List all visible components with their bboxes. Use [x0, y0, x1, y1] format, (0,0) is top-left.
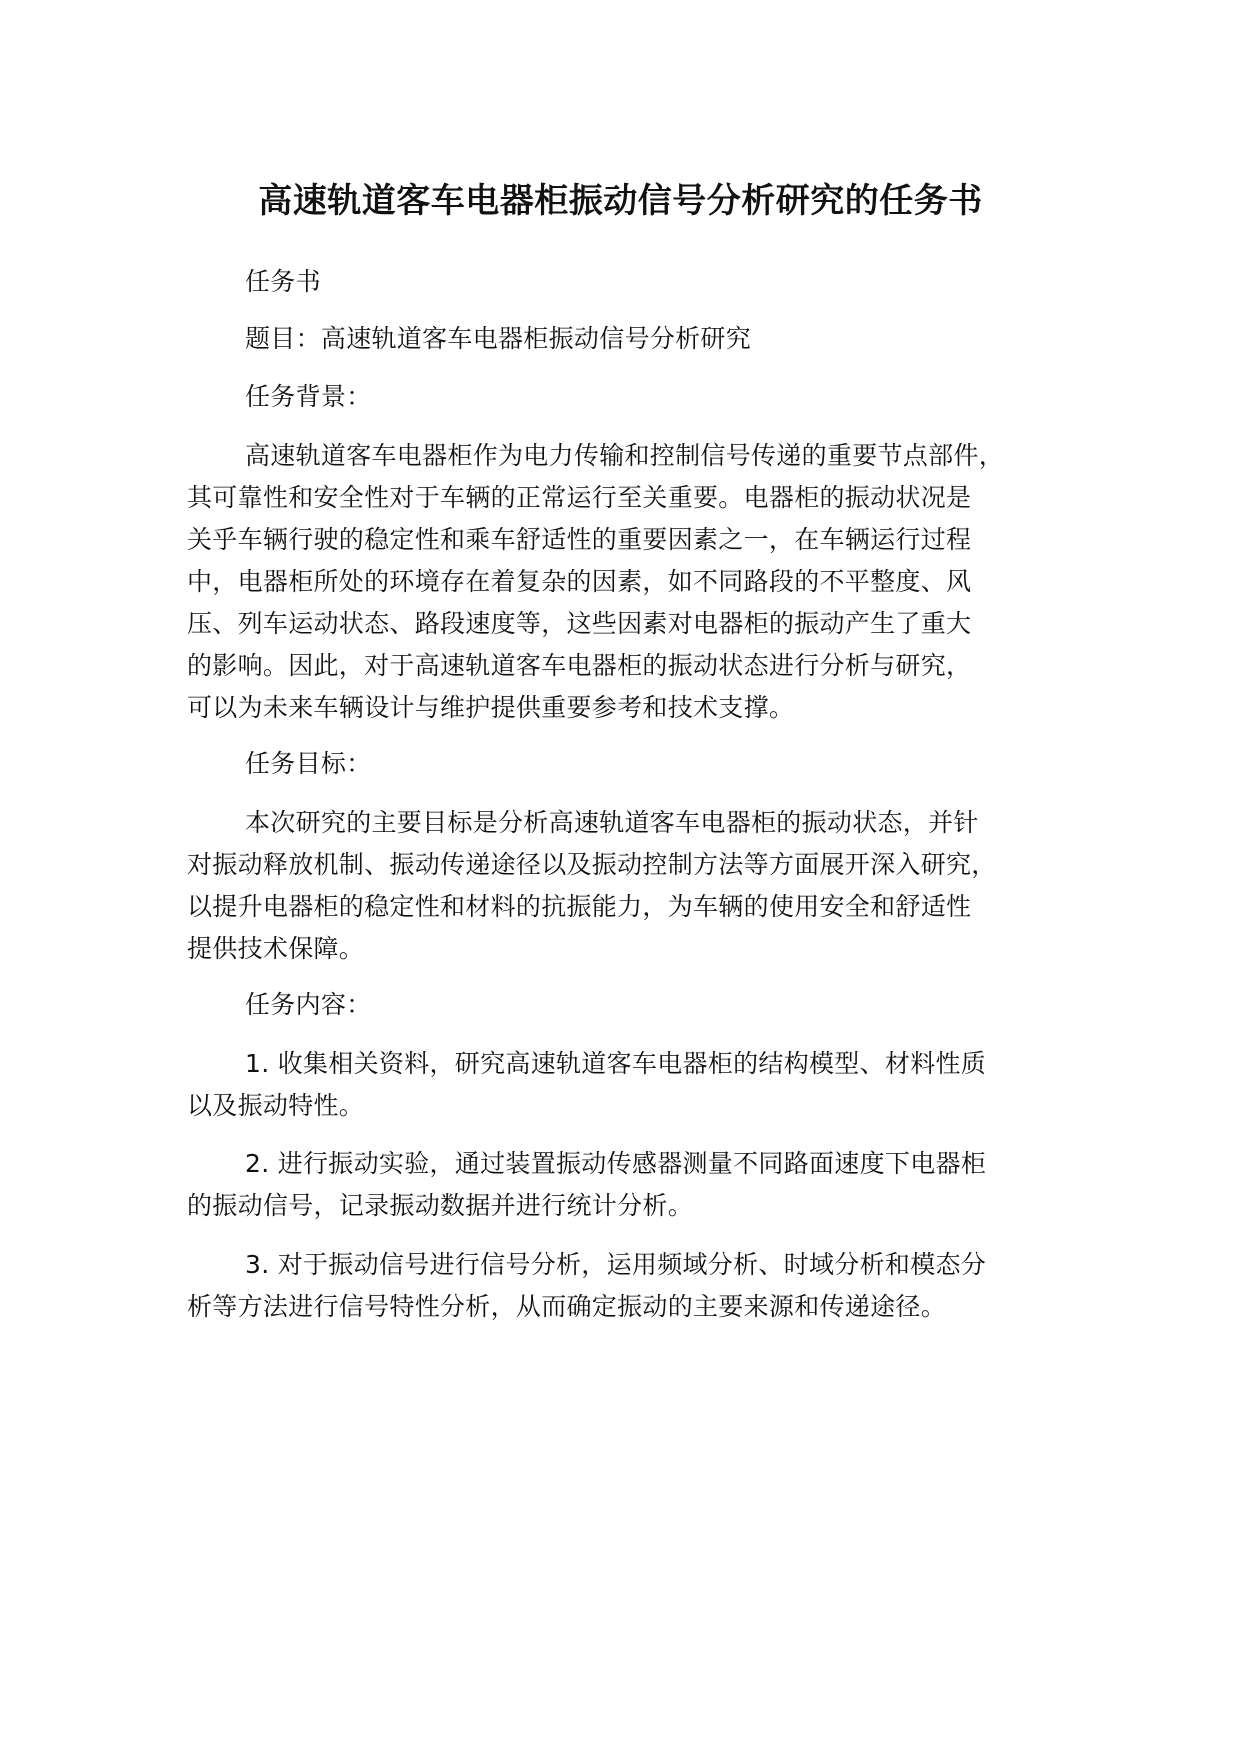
background-paragraph-line: 其可靠性和安全性对于车辆的正常运行至关重要。电器柜的振动状况是	[187, 483, 972, 512]
task-book-heading: 任务书	[245, 267, 321, 296]
background-paragraph-line: 高速轨道客车电器柜作为电力传输和控制信号传递的重要节点部件，	[245, 441, 1005, 470]
goal-paragraph-line: 以提升电器柜的稳定性和材料的抗振能力，为车辆的使用安全和舒适性	[187, 892, 972, 921]
content-item-line: 析等方法进行信号特性分析，从而确定振动的主要来源和传递途径。	[187, 1292, 947, 1321]
background-paragraph-line: 关乎车辆行驶的稳定性和乘车舒适性的重要因素之一，在车辆运行过程	[187, 525, 972, 554]
goal-paragraph-line: 对振动释放机制、振动传递途径以及振动控制方法等方面展开深入研究，	[187, 850, 997, 879]
background-heading: 任务背景：	[245, 382, 372, 411]
goal-paragraph-line: 本次研究的主要目标是分析高速轨道客车电器柜的振动状态，并针	[245, 808, 979, 837]
goal-paragraph-line: 提供技术保障。	[187, 934, 365, 963]
content-item-line: 2. 进行振动实验，通过装置振动传感器测量不同路面速度下电器柜	[245, 1149, 987, 1178]
background-paragraph-line: 中，电器柜所处的环境存在着复杂的因素，如不同路段的不平整度、风	[187, 567, 972, 596]
content-item-line: 的振动信号，记录振动数据并进行统计分析。	[187, 1191, 694, 1220]
topic-line: 题目：高速轨道客车电器柜振动信号分析研究	[245, 324, 752, 353]
background-paragraph-line: 可以为未来车辆设计与维护提供重要参考和技术支撑。	[187, 693, 795, 722]
content-item-line: 以及振动特性。	[187, 1091, 365, 1120]
background-paragraph-line: 的影响。因此，对于高速轨道客车电器柜的振动状态进行分析与研究，	[187, 651, 972, 680]
content-item-line: 1. 收集相关资料，研究高速轨道客车电器柜的结构模型、材料性质	[245, 1049, 987, 1078]
goal-heading: 任务目标：	[245, 749, 372, 778]
content-item-line: 3. 对于振动信号进行信号分析，运用频域分析、时域分析和模态分	[245, 1250, 987, 1279]
background-paragraph-line: 压、列车运动状态、路段速度等，这些因素对电器柜的振动产生了重大	[187, 609, 972, 638]
document-title: 高速轨道客车电器柜振动信号分析研究的任务书	[258, 181, 983, 221]
content-heading: 任务内容：	[245, 990, 372, 1019]
